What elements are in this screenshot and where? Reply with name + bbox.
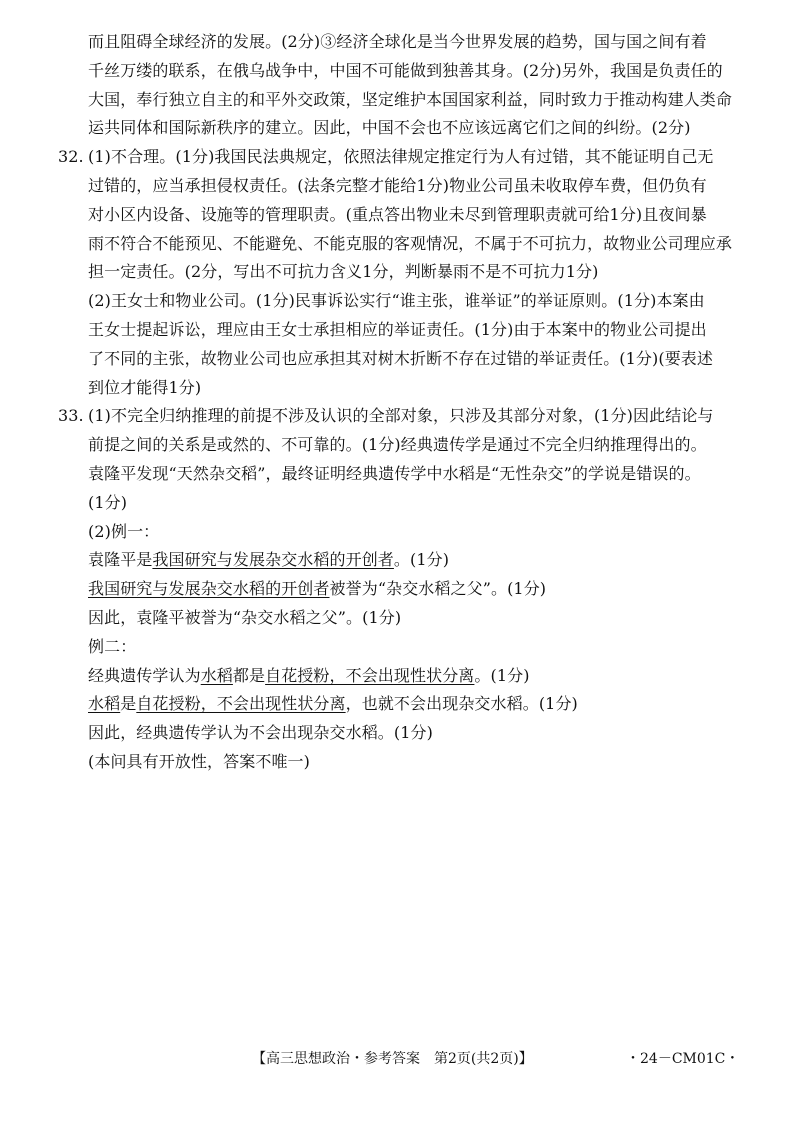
text-line: 过错的，应当承担侵权责任。(法条完整才能给1分)物业公司虽未收取停车费，但仍负有 bbox=[88, 175, 707, 195]
text-span: 被誉为“杂交水稻之父”。(1分) bbox=[329, 579, 547, 599]
footer-title: 【高三思想政治・参考答案 第2页(共2页)】 bbox=[252, 1051, 533, 1067]
text-span: 。(1分) bbox=[474, 665, 530, 685]
question-33-first-line bbox=[58, 402, 758, 431]
text-span: ，也就不会出现杂交水稻。(1分) bbox=[345, 694, 578, 714]
text-span: 经典遗传学认为 bbox=[88, 665, 201, 685]
question-32-first-line bbox=[58, 143, 758, 172]
text-line: (2)王女士和物业公司。(1分)民事诉讼实行“谁主张，谁举证”的举证原则。(1分)本案由 bbox=[88, 291, 705, 311]
text-line: 千丝万缕的联系，在俄乌战争中，中国不可能做到独善其身。(2分)另外，我国是负责任的 bbox=[88, 60, 723, 80]
example-line bbox=[58, 662, 758, 691]
text-line: 担一定责任。(2分，写出不可抗力含义1分，判断暴雨不是不可抗力1分) bbox=[88, 262, 599, 282]
text-span: 袁隆平是 bbox=[88, 550, 153, 570]
text-line: (2)例一： bbox=[88, 521, 160, 541]
text-line: 袁隆平发现“天然杂交稻”，最终证明经典遗传学中水稻是“无性杂交”的学说是错误的。 bbox=[88, 463, 701, 483]
text-line: 因此，经典遗传学认为不会出现杂交水稻。(1分) bbox=[88, 723, 433, 743]
underlined-term: 我国研究与发展杂交水稻的开创者 bbox=[88, 579, 330, 599]
text-line: 到位才能得1分) bbox=[88, 377, 202, 397]
underlined-term: 我国研究与发展杂交水稻的开创者 bbox=[152, 550, 394, 570]
underlined-term: 自花授粉，不会出现性状分离 bbox=[136, 694, 346, 714]
text-line: 雨不符合不能预见、不能避免、不能克服的客观情况，不属于不可抗力，故物业公司理应承 bbox=[88, 233, 733, 253]
text-line: 大国，奉行独立自主的和平外交政策，坚定维护本国国家利益，同时致力于推动构建人类命 bbox=[88, 89, 733, 109]
footer-code: ・24－CM01C・ bbox=[626, 1051, 740, 1067]
text-span: 。(1分) bbox=[393, 550, 450, 570]
text-line: 了不同的主张，故物业公司也应承担其对树木折断不存在过错的举证责任。(1分)(要表述 bbox=[88, 348, 714, 368]
text-line: 王女士提起诉讼，理应由王女士承担相应的举证责任。(1分)由于本案中的物业公司提出 bbox=[88, 319, 707, 339]
text-line: 例二： bbox=[88, 636, 137, 656]
example-line bbox=[58, 575, 758, 604]
text-line: 前提之间的关系是或然的、不可靠的。(1分)经典遗传学是通过不完全归纳推理得出的。 bbox=[88, 435, 707, 455]
text-span: (1)不合理。(1分)我国民法典规定，依照法律规定推定行为人有过错，其不能证明自己无 bbox=[88, 147, 714, 167]
question-number: 32. bbox=[58, 147, 84, 167]
text-span: 都是 bbox=[232, 665, 266, 685]
text-line: 对小区内设备、设施等的管理职责。(重点答出物业未尽到管理职责就可给1分)且夜间暴 bbox=[88, 204, 707, 224]
text-line: 因此，袁隆平被誉为“杂交水稻之父”。(1分) bbox=[88, 607, 402, 627]
underlined-term: 自花授粉，不会出现性状分离 bbox=[265, 665, 475, 685]
text-line: 而且阻碍全球经济的发展。(2分)③经济全球化是当今世界发展的趋势，国与国之间有着 bbox=[88, 32, 707, 51]
text-span: 是 bbox=[120, 694, 137, 714]
text-line: (本问具有开放性，答案不唯一) bbox=[88, 751, 310, 771]
answer-body bbox=[58, 28, 758, 777]
text-line: (1分) bbox=[88, 492, 128, 512]
underlined-term: 水稻 bbox=[200, 665, 233, 685]
text-span: (1)不完全归纳推理的前提不涉及认识的全部对象，只涉及其部分对象，(1分)因此结论与 bbox=[88, 406, 714, 426]
question-number: 33. bbox=[58, 406, 84, 426]
underlined-term: 水稻 bbox=[88, 694, 121, 714]
example-line bbox=[58, 690, 758, 719]
example-line bbox=[58, 546, 758, 575]
text-line: 运共同体和国际新秩序的建立。因此，中国不会也不应该远离它们之间的纠纷。(2分) bbox=[88, 118, 691, 138]
